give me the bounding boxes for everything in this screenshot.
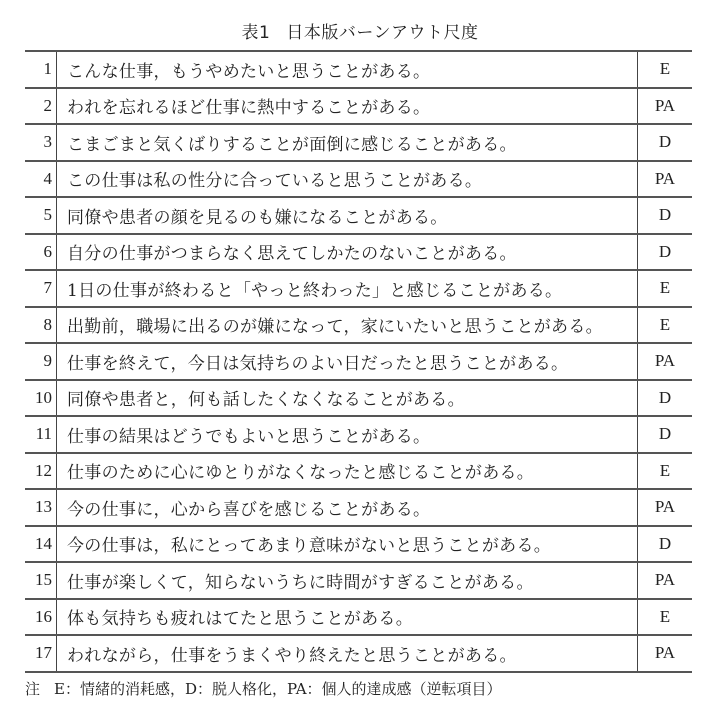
item-category: E	[638, 307, 693, 344]
item-number: 14	[25, 526, 57, 563]
item-category: D	[638, 380, 693, 417]
item-number: 2	[25, 88, 57, 125]
item-text: 今の仕事に，心から喜びを感じることがある。	[57, 489, 638, 526]
item-text: 自分の仕事がつまらなく思えてしかたのないことがある。	[57, 234, 638, 271]
item-category: D	[638, 124, 693, 161]
table-row	[25, 88, 692, 125]
table-row	[25, 307, 692, 344]
table-row	[25, 161, 692, 198]
table-row	[25, 453, 692, 490]
table-row	[25, 270, 692, 307]
item-category: PA	[638, 635, 693, 672]
item-category: D	[638, 416, 693, 453]
table-row	[25, 343, 692, 380]
item-number: 17	[25, 635, 57, 672]
item-text: 仕事を終えて，今日は気持ちのよい日だったと思うことがある。	[57, 343, 638, 380]
item-category: PA	[638, 489, 693, 526]
item-text: この仕事は私の性分に合っていると思うことがある。	[57, 161, 638, 198]
table-row	[25, 416, 692, 453]
item-number: 1	[25, 51, 57, 88]
item-text: こんな仕事，もうやめたいと思うことがある。	[57, 51, 638, 88]
item-category: PA	[638, 88, 693, 125]
item-category: PA	[638, 562, 693, 599]
table-row	[25, 234, 692, 271]
item-category: D	[638, 526, 693, 563]
item-category: E	[638, 51, 693, 88]
table-row	[25, 599, 692, 636]
table-title-text: 日本版バーンアウト尺度	[286, 23, 479, 43]
table-row	[25, 526, 692, 563]
item-text: 体も気持ちも疲れはてたと思うことがある。	[57, 599, 638, 636]
footnote-label: 注	[25, 680, 41, 698]
item-number: 3	[25, 124, 57, 161]
item-number: 15	[25, 562, 57, 599]
table-row	[25, 489, 692, 526]
table-footnote	[25, 678, 502, 699]
item-category: D	[638, 197, 693, 234]
item-text: 同僚や患者と，何も話したくなくなることがある。	[57, 380, 638, 417]
item-number: 4	[25, 161, 57, 198]
item-text: 仕事が楽しくて，知らないうちに時間がすぎることがある。	[57, 562, 638, 599]
item-number: 7	[25, 270, 57, 307]
item-number: 12	[25, 453, 57, 490]
item-number: 6	[25, 234, 57, 271]
item-text: 1日の仕事が終わると「やっと終わった」と感じることがある。	[57, 270, 638, 307]
table-row	[25, 380, 692, 417]
item-category: PA	[638, 161, 693, 198]
item-text: 今の仕事は，私にとってあまり意味がないと思うことがある。	[57, 526, 638, 563]
burnout-scale-table	[25, 50, 692, 673]
item-text: 出勤前，職場に出るのが嫌になって，家にいたいと思うことがある。	[57, 307, 638, 344]
footnote-text: E：情緒的消耗感，D：脱人格化，PA：個人的達成感（逆転項目）	[54, 680, 502, 698]
item-category: PA	[638, 343, 693, 380]
table-row	[25, 635, 692, 672]
item-number: 16	[25, 599, 57, 636]
item-number: 5	[25, 197, 57, 234]
item-text: われを忘れるほど仕事に熱中することがある。	[57, 88, 638, 125]
item-category: D	[638, 234, 693, 271]
item-category: E	[638, 599, 693, 636]
table-row	[25, 197, 692, 234]
table-row	[25, 562, 692, 599]
item-number: 11	[25, 416, 57, 453]
table-row	[25, 51, 692, 88]
item-category: E	[638, 453, 693, 490]
item-number: 13	[25, 489, 57, 526]
item-number: 9	[25, 343, 57, 380]
item-text: われながら，仕事をうまくやり終えたと思うことがある。	[57, 635, 638, 672]
item-number: 10	[25, 380, 57, 417]
table-title	[0, 18, 720, 43]
table-row	[25, 124, 692, 161]
item-category: E	[638, 270, 693, 307]
item-text: 仕事の結果はどうでもよいと思うことがある。	[57, 416, 638, 453]
item-number: 8	[25, 307, 57, 344]
item-text: 同僚や患者の顔を見るのも嫌になることがある。	[57, 197, 638, 234]
item-text: 仕事のために心にゆとりがなくなったと感じることがある。	[57, 453, 638, 490]
item-text: こまごまと気くばりすることが面倒に感じることがある。	[57, 124, 638, 161]
table-number: 表1	[241, 23, 271, 43]
